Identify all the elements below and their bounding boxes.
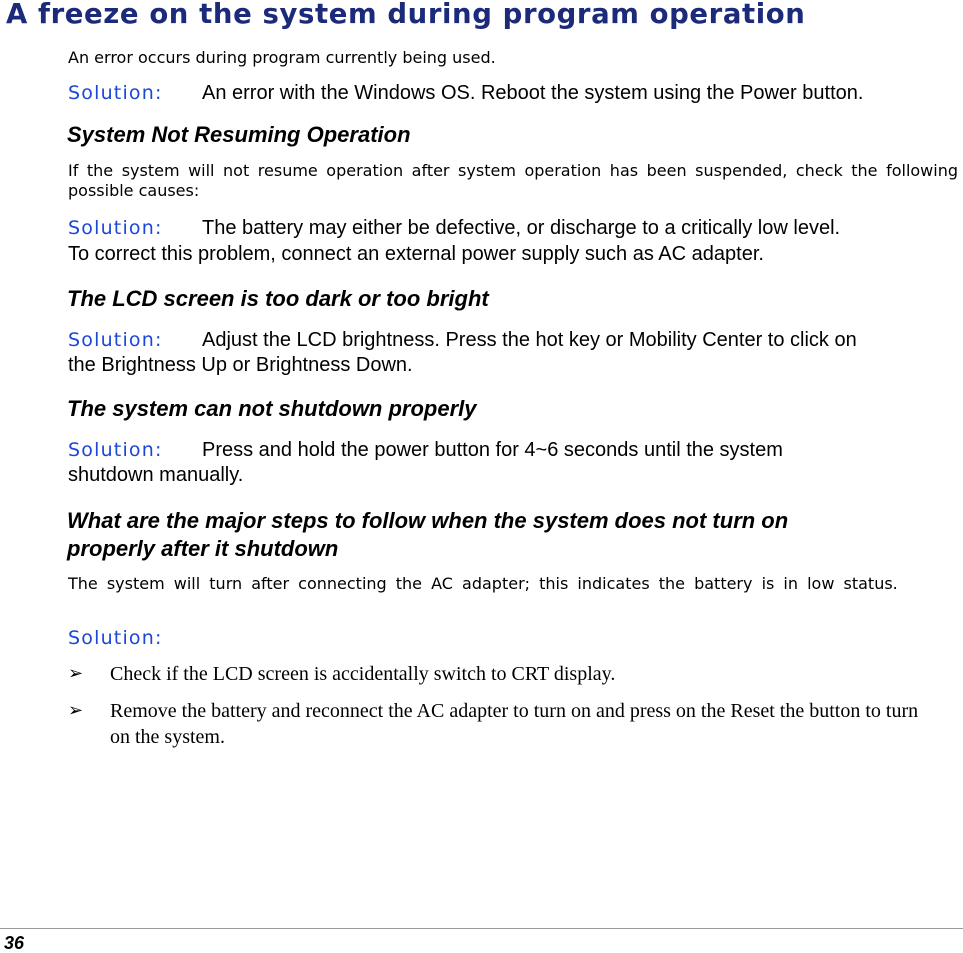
heading-not-resuming: System Not Resuming Operation [67, 122, 411, 147]
freeze-solution-text: An error with the Windows OS. Reboot the system using the Power button. [202, 82, 864, 104]
arrow-bullet-icon: ➢ [68, 663, 84, 684]
not-turn-on-intro: The system will turn after connecting the AC adapter; this indicates the battery is in low status. [68, 574, 898, 593]
solution-label: Solution: [68, 329, 163, 351]
list-item [68, 661, 928, 687]
footer-divider [0, 928, 963, 929]
solution-label: Solution: [68, 439, 163, 461]
heading-not-turn-on: What are the major steps to follow when the system does not turn on [67, 508, 789, 533]
not-resuming-solution [68, 215, 963, 241]
solution-label: Solution: [68, 82, 163, 104]
not-resuming-solution-line1: The battery may either be defective, or discharge to a critically low level. [202, 217, 841, 239]
list-item-text: Check if the LCD screen is accidentally switch to CRT display. [110, 663, 616, 685]
not-resuming-intro: If the system will not resume operation after system operation has been suspended, check the following possible causes: [68, 161, 958, 200]
arrow-bullet-icon: ➢ [68, 700, 84, 721]
not-turn-on-solution [68, 625, 963, 651]
heading-lcd-brightness: The LCD screen is too dark or too bright [67, 286, 489, 311]
heading-not-turn-on-line2: properly after it shutdown [67, 536, 339, 561]
lcd-solution-line2: the Brightness Up or Brightness Down. [68, 354, 413, 376]
solution-label: Solution: [68, 217, 163, 239]
solution-label: Solution: [68, 627, 163, 649]
freeze-solution [68, 80, 963, 106]
page-number: 36 [4, 933, 25, 953]
not-resuming-solution-line2: To correct this problem, connect an external power supply such as AC adapter. [68, 243, 764, 265]
freeze-intro: An error occurs during program currently being used. [68, 48, 496, 67]
shutdown-solution-line2: shutdown manually. [68, 464, 244, 486]
list-item [68, 698, 928, 750]
shutdown-solution-line1: Press and hold the power button for 4~6 seconds until the system [202, 439, 783, 461]
shutdown-solution [68, 437, 963, 463]
page-title: A freeze on the system during program operation [6, 0, 806, 30]
lcd-solution [68, 327, 963, 353]
lcd-solution-line1: Adjust the LCD brightness. Press the hot key or Mobility Center to click on [202, 329, 857, 351]
list-item-text: Remove the battery and reconnect the AC adapter to turn on and press on the Reset the button to turn on the system. [110, 700, 919, 748]
heading-shutdown: The system can not shutdown properly [67, 396, 477, 421]
